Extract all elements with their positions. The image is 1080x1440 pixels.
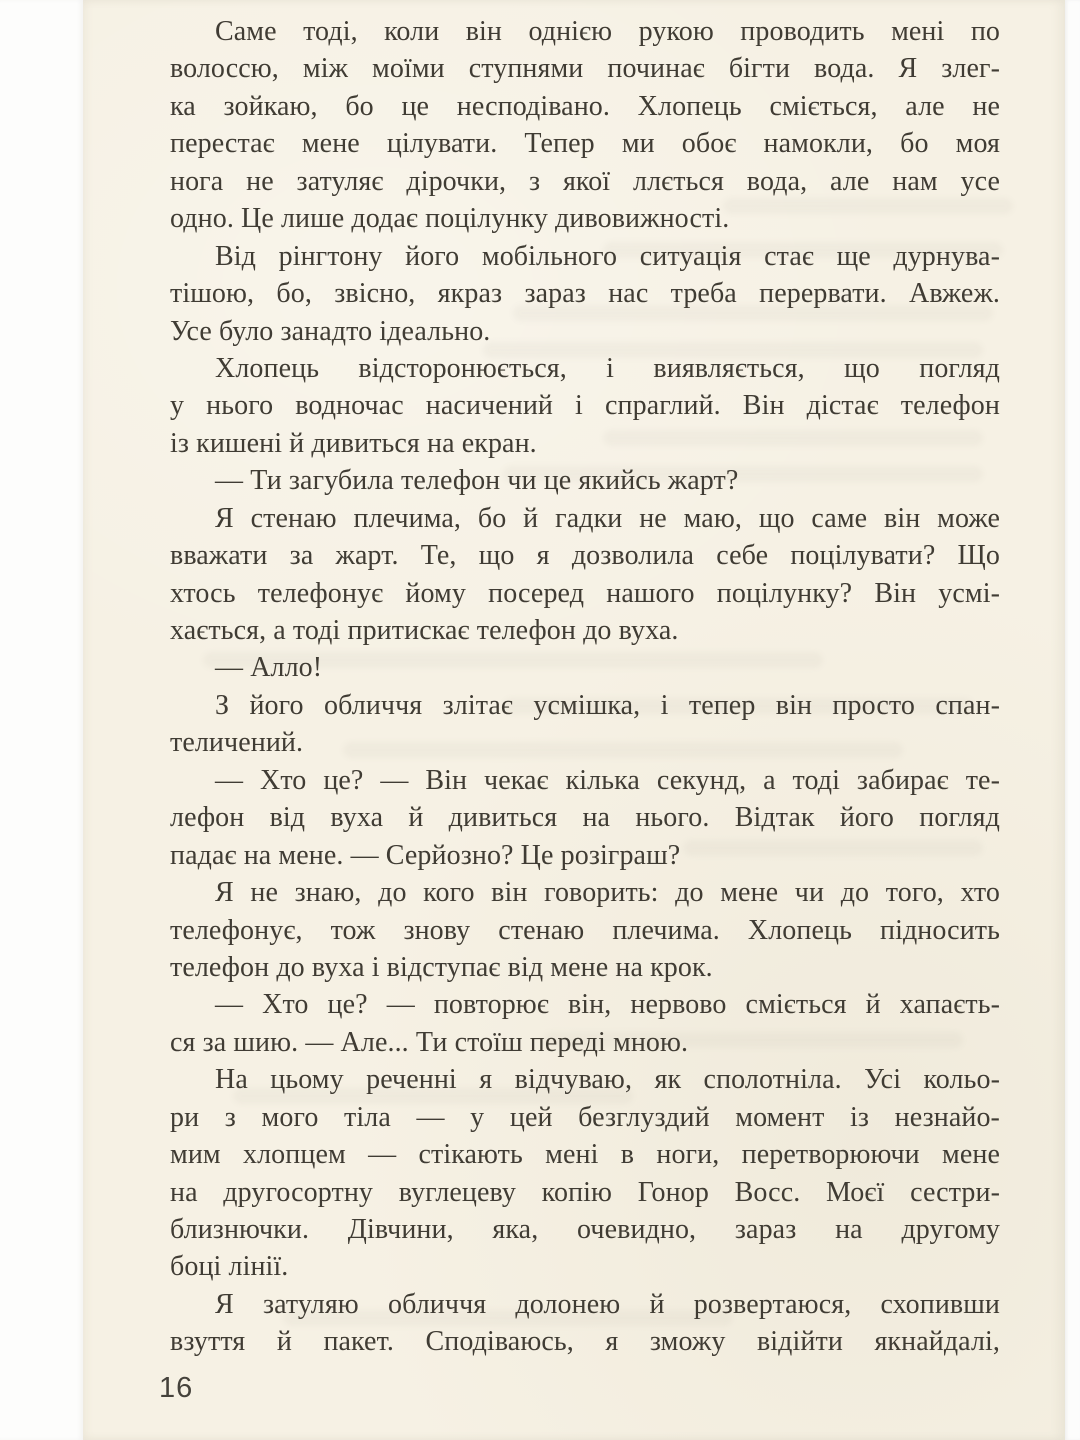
dialogue-line: — Хто це? — Він чекає кілька секунд, а тоді забирає те- xyxy=(215,764,1000,796)
text-line: хтось телефонує йому посеред нашого поцілунку? Він усмі- xyxy=(170,577,1000,609)
text-line: Я затуляю обличчя долонею й розвертаюся, схопивши xyxy=(215,1288,1000,1320)
page-number: 16 xyxy=(159,1372,194,1404)
body-text xyxy=(170,13,1000,1361)
dialogue-line: — Алло! xyxy=(215,652,323,684)
text-line: у нього водночас насичений і спраглий. Він дістає телефон xyxy=(170,390,1000,422)
text-line: ри з мого тіла — у цей безглуздий момент із незнайо- xyxy=(170,1101,1000,1133)
text-line: ка зойкаю, бо це несподівано. Хлопець сміється, але не xyxy=(170,90,1000,122)
text-line: На цьому реченні я відчуваю, як сполотніла. Усі кольо- xyxy=(215,1064,1000,1096)
text-line: падає на мене. — Серйозно? Це розіграш? xyxy=(170,839,681,871)
text-line: близнючки. Дівчини, яка, очевидно, зараз на другому xyxy=(170,1214,1000,1245)
text-line: З його обличчя злітає усмішка, і тепер він просто спан- xyxy=(215,689,1000,721)
text-line: одно. Це лише додає поцілунку дивовижності. xyxy=(170,203,730,235)
text-line: із кишені й дивиться на екран. xyxy=(170,427,537,459)
text-line: хається, а тоді притискає телефон до вуха. xyxy=(170,615,679,646)
text-line: Я не знаю, до кого він говорить: до мене чи до того, хто xyxy=(215,877,1000,909)
dialogue-line: — Хто це? — повторює він, нервово сміється й хапаєть- xyxy=(215,989,1000,1021)
text-line: боці лінії. xyxy=(170,1251,289,1283)
text-line: ся за шию. — Але... Ти стоїш переді мною. xyxy=(170,1026,689,1058)
text-line: Усе було занадто ідеально. xyxy=(170,315,491,347)
text-line: волоссю, між моїми ступнями починає бігти вода. Я злег- xyxy=(170,53,1000,85)
text-line: лефон від вуха й дивиться на нього. Відтак його погляд xyxy=(170,802,1000,834)
text-line: Саме тоді, коли він однією рукою проводить мені по xyxy=(215,16,1000,47)
text-line: на другосортну вуглецеву копію Гонор Восс. Моєї сестри- xyxy=(170,1176,1000,1208)
text-line: телефонує, тож знову стенаю плечима. Хлопець підносить xyxy=(170,914,1000,946)
text-line: вважати за жарт. Те, що я дозволила себе поцілувати? Що xyxy=(170,540,1000,572)
text-line: теличений. xyxy=(170,727,304,759)
text-line: Хлопець відсторонюється, і виявляється, що погляд xyxy=(215,352,1000,384)
text-line: Я стенаю плечима, бо й гадки не маю, що саме він може xyxy=(215,502,1000,534)
text-line: телефон до вуха і відступає від мене на крок. xyxy=(170,951,713,983)
dialogue-line: — Ти загубила телефон чи це якийсь жарт? xyxy=(215,465,739,497)
text-line: мим хлопцем — стікають мені в ноги, перетворюючи мене xyxy=(170,1139,1000,1171)
text-line: нога не затуляє дірочки, з якої ллється вода, але нам усе xyxy=(170,165,1000,197)
text-line: перестає мене цілувати. Тепер ми обоє намокли, бо моя xyxy=(170,128,1000,160)
text-line: Від рінгтону його мобільного ситуація стає ще дурнува- xyxy=(215,240,1000,272)
scan-margin-right xyxy=(1065,0,1080,1440)
text-line: тішою, бо, звісно, якраз зараз нас треба перервати. Авжеж. xyxy=(170,278,1000,310)
book-page xyxy=(83,0,1065,1440)
scan-margin-left xyxy=(0,0,83,1440)
text-line: взуття й пакет. Сподіваюсь, я зможу відійти якнайдалі, xyxy=(170,1326,1000,1358)
